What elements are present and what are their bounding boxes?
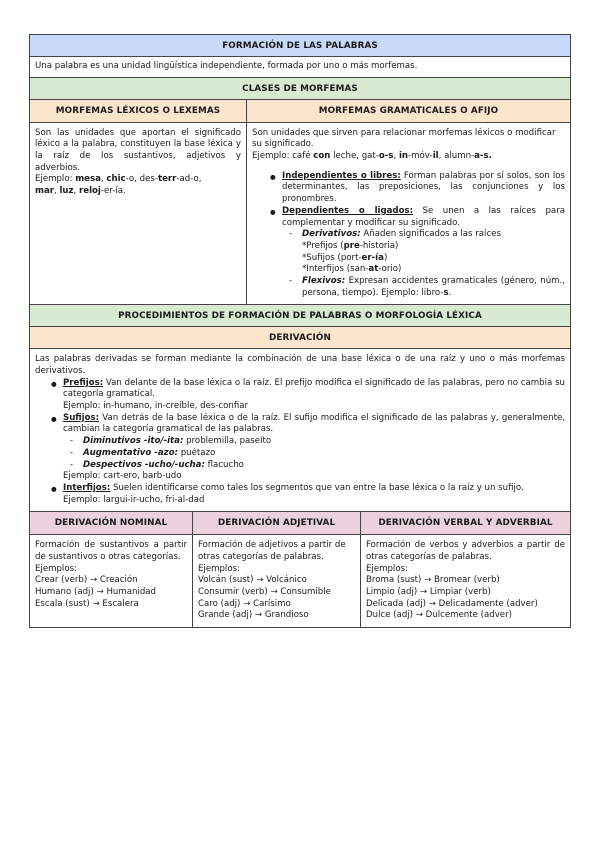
ex-part: ,: [54, 186, 60, 197]
ex-part: leche, gat-: [330, 151, 379, 162]
ex-part: Ejemplo: café: [252, 151, 314, 162]
item-title: Prefijos:: [63, 377, 104, 388]
example-line: Dulce (adj) → Dulcemente (adver): [366, 610, 512, 621]
lexicos-text: Son las unidades que aportan el significado léxico a la palabra, constituyen la base léxica y la raíz de los sustantivos, adjetivos y adverbios.: [35, 127, 241, 173]
clases-header: CLASES DE MORFEMAS: [30, 78, 570, 100]
list-item: [67, 460, 565, 472]
ex-part: in: [398, 151, 409, 162]
ex-part: mesa: [75, 174, 101, 185]
ex-part: luz: [59, 186, 74, 197]
item-text: flacucho: [204, 459, 244, 470]
verbal-header: DERIVACIÓN VERBAL Y ADVERBIAL: [361, 512, 570, 534]
list-item: [67, 436, 565, 448]
nominal-cell: [30, 535, 193, 627]
ex-part: at: [368, 264, 379, 275]
nominal-header: DERIVACIÓN NOMINAL: [30, 512, 193, 534]
ex-part: , alumn-: [438, 151, 475, 162]
gramaticales-header: MORFEMAS GRAMATICALES O AFIJO: [247, 100, 570, 122]
example-label: Ejemplos:: [198, 563, 240, 574]
gramaticales-example: [252, 151, 565, 163]
tipos-body: [30, 535, 570, 627]
ex-part: er-ía: [361, 252, 384, 263]
ex-part: ,: [100, 174, 107, 185]
ex-part: *Prefijos (: [302, 240, 344, 251]
ex-part: con: [313, 151, 331, 162]
ex-part: *Sufijos (port-: [302, 252, 362, 263]
ex-part: terr: [157, 174, 177, 185]
example-label: Ejemplos:: [366, 563, 408, 574]
item-title: Diminutivos -ito/-ita:: [83, 436, 184, 447]
item-text: puétazo: [178, 447, 216, 458]
example-line: Limpio (adj) → Limpiar (verb): [366, 587, 491, 597]
ex-part: a-s.: [474, 151, 492, 162]
item-example: Ejemplo: cart-ero, barb-udo: [63, 471, 182, 482]
gramaticales-cell: [247, 123, 570, 305]
list-item: [286, 229, 565, 276]
derivacion-list: [35, 378, 565, 507]
ex-part: il: [432, 151, 439, 162]
document-table: [29, 34, 571, 628]
ex-part: reloj: [79, 186, 101, 197]
example-line: Grande (adj) → Grandioso: [198, 610, 309, 621]
list-item: [268, 171, 565, 206]
example-line: Crear (verb) → Creación: [35, 575, 138, 586]
item-title: Augmentativo -azo:: [83, 447, 178, 458]
intro-text: Una palabra es una unidad lingüística independiente, formada por uno o más morfemas.: [30, 57, 570, 78]
adjetival-header: DERIVACIÓN ADJETIVAL: [193, 512, 361, 534]
item-title: Independientes o libres:: [282, 170, 401, 181]
ex-part: s: [443, 287, 449, 298]
example-line: Escala (sust) → Escalera: [35, 598, 139, 609]
ex-part: o-s: [378, 151, 394, 162]
example-line: Delicada (adj) → Delicadamente (adver): [366, 598, 538, 609]
lexicos-cell: [30, 123, 247, 305]
item-text: Van delante de la base léxica o la raíz. El prefijo modifica el significado de las palabras, pero no cambia su categoría gramatical.: [63, 377, 565, 400]
ex-part: .: [448, 287, 452, 298]
item-text: Van detrás de la base léxica o de la raíz. El sufijo modifica el significado de las palabras y, generalmente, cambian la categoría gramatical de las palabras.: [63, 412, 565, 435]
ex-part: *Interfijos (san-: [302, 264, 369, 275]
sub-list: [286, 229, 565, 299]
ex-part: ,: [393, 151, 399, 162]
item-text: Añaden significados a las raíces: [360, 229, 501, 240]
clases-subheaders: [30, 100, 570, 123]
item-text: Expresan accidentes gramaticales (género, núm., persona, tiempo). Ejemplo: libro-: [302, 275, 565, 298]
verbal-text: Formación de verbos y adverbios a partir de otras categorías de palabras.: [366, 540, 565, 562]
list-item: [49, 413, 565, 483]
ex-part: mar: [35, 186, 54, 197]
item-text: Suelen identificarse como tales los segmentos que van entre la base léxica o la raíz y un sufijo.: [110, 482, 524, 493]
item-title: Dependientes o ligados:: [282, 205, 414, 216]
ex-part: ): [383, 252, 388, 263]
adjetival-text: Formación de adjetivos a partir de otras categorías de palabras.: [198, 540, 346, 562]
item-example: Ejemplo: largui-ir-ucho, fri-al-dad: [63, 494, 205, 505]
example-label: Ejemplo:: [35, 174, 76, 185]
gramaticales-text: Son unidades que sirven para relacionar morfemas léxicos o modificar su significado.: [252, 127, 556, 150]
example-line: Caro (adj) → Carísimo: [198, 598, 291, 609]
tipos-headers: [30, 512, 570, 535]
example-line: Humano (adj) → Humanidad: [35, 587, 157, 597]
example-line: Volcán (sust) → Volcánico: [198, 575, 307, 586]
ex-part: -historia): [359, 240, 399, 251]
page-title: FORMACIÓN DE LAS PALABRAS: [30, 35, 570, 57]
sub-list: [67, 436, 565, 471]
derivacion-header: DERIVACIÓN: [30, 327, 570, 349]
example-line: Broma (sust) → Bromear (verb): [366, 575, 500, 586]
list-item: [286, 276, 565, 299]
lexicos-header: MORFEMAS LÉXICOS O LEXEMAS: [30, 100, 247, 122]
ex-part: -móv-: [408, 151, 433, 162]
item-title: Derivativos:: [302, 229, 361, 240]
verbal-cell: [361, 535, 570, 627]
list-item: [49, 483, 565, 506]
procedimientos-header: PROCEDIMIENTOS DE FORMACIÓN DE PALABRAS O MORFOLOGÍA LÉXICA: [30, 305, 570, 327]
gramaticales-list: [252, 171, 565, 300]
lexicos-example: [35, 174, 241, 197]
item-example: Ejemplo: in-humano, in-creíble, des-confiar: [63, 401, 249, 412]
derivacion-intro: Las palabras derivadas se forman mediante la combinación de una base léxica o de una raíz y uno o más morfemas derivativos.: [35, 354, 565, 376]
ex-part: -er-ía.: [100, 186, 126, 197]
item-text: Forman palabras por sí solos, son los determinantes, las preposiciones, las conjunciones y los pronombres.: [282, 170, 565, 205]
item-text: problemilla, paseíto: [183, 436, 272, 447]
ex-part: pre: [343, 240, 360, 251]
item-title: Despectivos -ucho/-ucha:: [83, 459, 205, 470]
clases-body: [30, 123, 570, 306]
adjetival-cell: [193, 535, 361, 627]
item-text: Se unen a las raíces para complementar y modificar su significado.: [282, 205, 565, 228]
list-item: [49, 378, 565, 413]
ex-part: -ad-o,: [176, 174, 202, 185]
ex-part: -o, des-: [125, 174, 158, 185]
ex-part: -orio): [378, 264, 402, 275]
list-item: [67, 448, 565, 460]
derivacion-body: [30, 349, 570, 512]
list-item: [268, 206, 565, 300]
nominal-text: Formación de sustantivos a partir de sustantivos o otras categorías.: [35, 540, 187, 562]
item-title: Interfijos:: [63, 482, 111, 493]
example-line: Consumir (verb) → Consumible: [198, 587, 331, 597]
item-title: Flexivos:: [302, 275, 346, 286]
example-label: Ejemplos:: [35, 563, 77, 574]
item-title: Sufijos:: [63, 412, 100, 423]
ex-part: ,: [73, 186, 80, 197]
ex-part: chic: [106, 174, 126, 185]
